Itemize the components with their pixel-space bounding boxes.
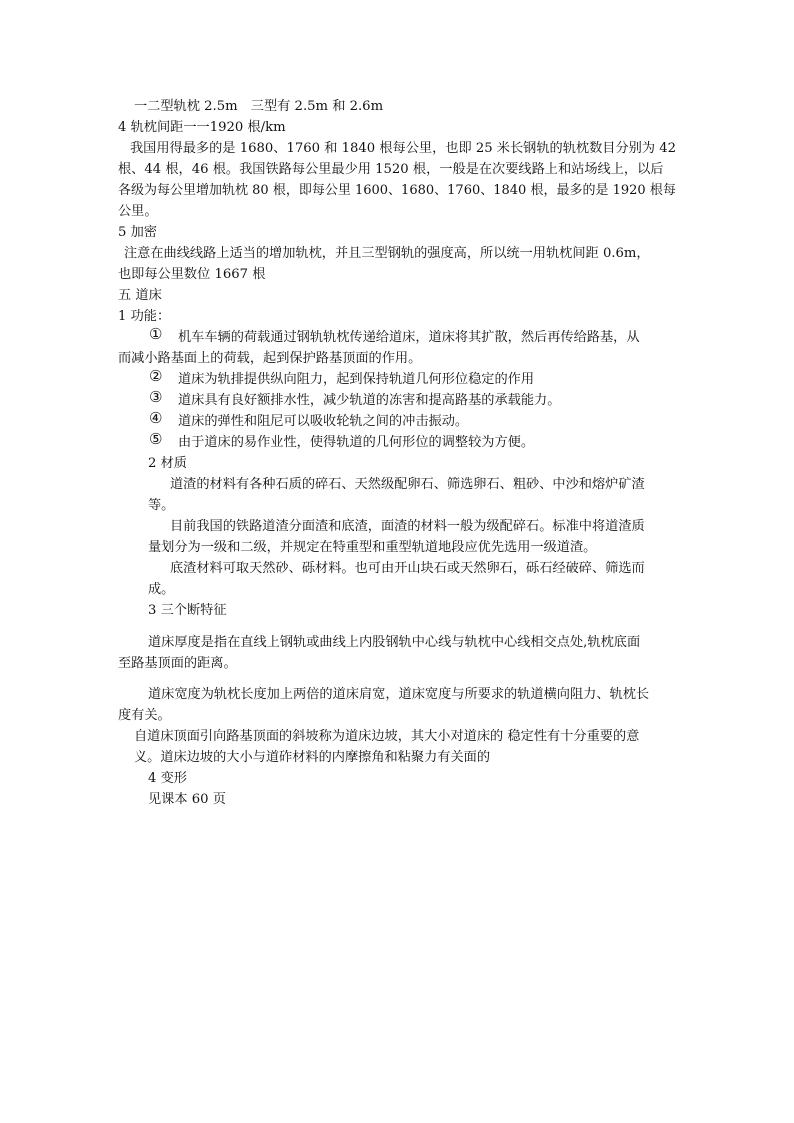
text-line: 义。道床边坡的大小与道砟材料的内摩擦角和粘聚力有关面的: [134, 750, 491, 765]
circled-number-4: ④: [149, 409, 163, 427]
text-line: 等。: [148, 498, 175, 513]
circled-number-5: ⑤: [149, 430, 163, 448]
text-line: 至路基顶面的距离。: [118, 656, 237, 671]
circled-number-2: ②: [149, 367, 163, 385]
text-line: 各级为每公里增加轨枕 80 根，即每公里 1600、1680、1760、1840 根，最多的是 1920 根每: [118, 183, 676, 198]
section-heading: 4 变形: [148, 771, 187, 786]
text-line: 成。: [148, 582, 175, 597]
text-line: 道床厚度是指在直线上钢轨或曲线上内股钢轨中心线与轨枕中心线相交点处,轨枕底面: [148, 635, 641, 650]
section-heading: 5 加密: [118, 225, 157, 240]
text-line: 道床的弹性和阻尼可以吸收轮轨之间的冲击振动。: [178, 414, 469, 429]
text-line: 注意在曲线线路上适当的增加轨枕，并且三型钢轨的强度高，所以统一用轨枕间距 0.6m，: [124, 246, 650, 261]
text-line: 一二型轨枕 2.5m 三型有 2.5m 和 2.6m: [134, 99, 384, 114]
text-line: 道床宽度为轨枕长度加上两倍的道床肩宽，道床宽度与所要求的轨道横向阻力、轨枕长: [148, 687, 650, 702]
text-line: 自道床顶面引向路基顶面的斜坡称为道床边坡，其大小对道床的 稳定性有十分重要的意: [134, 729, 640, 744]
text-line: 道床为轨排提供纵向阻力，起到保持轨道几何形位稳定的作用: [178, 372, 535, 387]
text-line: 机车车辆的荷载通过钢轨轨枕传递给道床，道床将其扩散，然后再传给路基，从: [178, 330, 640, 345]
text-line: 量划分为一级和二级，并规定在特重型和重型轨道地段应优先选用一级道渣。: [148, 540, 597, 555]
section-heading: 3 三个断特征: [148, 603, 227, 618]
section-heading: 1 功能：: [118, 309, 171, 324]
text-line: 而减小路基面上的荷载，起到保护路基顶面的作用。: [118, 351, 422, 366]
text-line: 根、44 根，46 根。我国铁路每公里最少用 1520 根，一般是在次要线路上和站场线上，以后: [118, 162, 664, 177]
text-line: 由于道床的易作业性，使得轨道的几何形位的调整较为方便。: [178, 435, 535, 450]
text-line: 见课本 60 页: [148, 792, 226, 807]
text-line: 目前我国的铁路道渣分面渣和底渣，面渣的材料一般为级配碎石。标准中将道渣质: [170, 519, 645, 534]
text-line: 也即每公里数位 1667 根: [118, 267, 266, 282]
section-heading: 2 材质: [148, 456, 187, 471]
text-line: 4 轨枕间距一一1920 根/km: [118, 120, 286, 135]
text-line: 公里。: [118, 204, 158, 219]
chapter-heading: 五 道床: [118, 288, 162, 303]
text-line: 道床具有良好额排水性，减少轨道的冻害和提高路基的承载能力。: [178, 393, 561, 408]
circled-number-3: ③: [149, 388, 163, 406]
text-line: 道渣的材料有各种石质的碎石、天然级配卵石、筛选卵石、粗砂、中沙和熔炉矿渣: [170, 477, 645, 492]
text-line: 底渣材料可取天然砂、砾材料。也可由开山块石或天然卵石，砾石经破碎、筛选而: [170, 561, 645, 576]
text-line: 我国用得最多的是 1680、1760 和 1840 根每公里，也即 25 米长钢轨的轨枕数目分别为 42: [130, 141, 677, 156]
text-line: 度有关。: [118, 708, 171, 723]
circled-number-1: ①: [149, 325, 163, 343]
